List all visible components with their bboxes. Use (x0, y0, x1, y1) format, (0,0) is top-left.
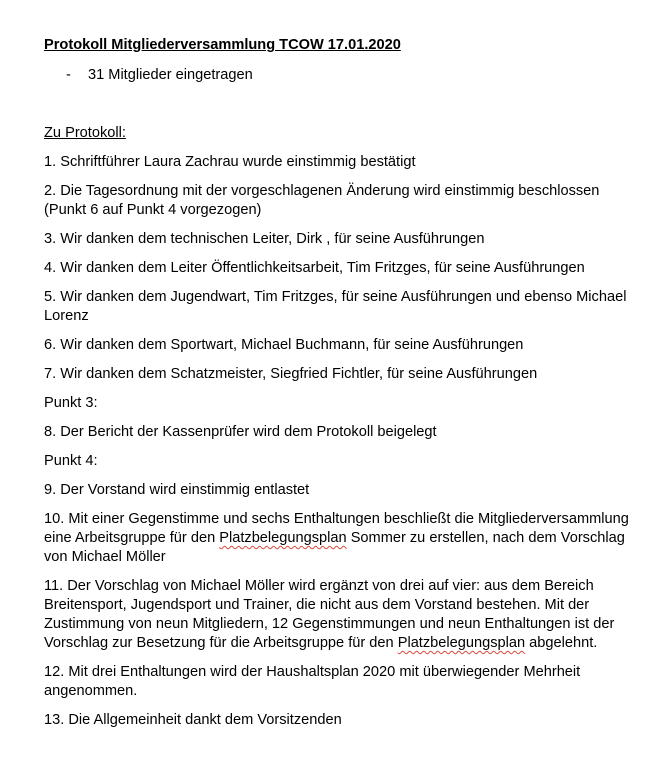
spellcheck-word[interactable]: Platzbelegungsplan (219, 530, 347, 546)
protocol-item-11 (44, 577, 644, 653)
item-11-text-start: 11. Der Vorschlag von Michael Möller wird ergänzt von drei auf vier: aus dem Bereich Breitensport, Jugendsport und Trainer, die nicht aus dem Vorstand bestehen. Mit der Zustimmung von neun Mitgliedern, 12 Gegenstimmungen und neun Enthaltungen ist der Vorschlag zur Besetzung für die Arbeitsgruppe für den (44, 578, 615, 651)
protocol-item-3: 3. Wir danken dem technischen Leiter, Dirk , für seine Ausführungen (44, 231, 485, 247)
document-title: Protokoll Mitgliederversammlung TCOW 17.01.2020 (44, 37, 401, 53)
item-11-text-end: abgelehnt. (525, 635, 598, 651)
protocol-item-1: 1. Schriftführer Laura Zachrau wurde einstimmig bestätigt (44, 154, 416, 170)
protocol-item-10 (44, 510, 644, 567)
attendance-bullet (44, 66, 644, 85)
item-10-text-end: Sommer zu erstellen, nach dem Vorschlag von Michael Möller (44, 530, 625, 565)
protocol-item-2: 2. Die Tagesordnung mit der vorgeschlagenen Änderung wird einstimmig beschlossen (Punkt 6 auf Punkt 4 vorgezogen) (44, 183, 600, 218)
protocol-item-7: 7. Wir danken dem Schatzmeister, Siegfried Fichtler, für seine Ausführungen (44, 366, 538, 382)
protocol-item-9: 9. Der Vorstand wird einstimmig entlastet (44, 482, 310, 498)
protocol-item-5: 5. Wir danken dem Jugendwart, Tim Fritzges, für seine Ausführungen und ebenso Michael Lorenz (44, 289, 627, 324)
agenda-point-3: Punkt 3: (44, 395, 98, 411)
spellcheck-word[interactable]: Platzbelegungsplan (397, 635, 526, 651)
protocol-item-8: 8. Der Bericht der Kassenprüfer wird dem Protokoll beigelegt (44, 424, 437, 440)
attendance-text: 31 Mitglieder eingetragen (88, 67, 253, 83)
protocol-item-12: 12. Mit drei Enthaltungen wird der Haushaltsplan 2020 mit überwiegender Mehrheit angenommen. (44, 664, 581, 699)
protocol-item-4: 4. Wir danken dem Leiter Öffentlichkeitsarbeit, Tim Fritzges, für seine Ausführungen (44, 260, 585, 276)
agenda-point-4: Punkt 4: (44, 453, 98, 469)
protocol-item-13: 13. Die Allgemeinheit dankt dem Vorsitzenden (44, 712, 342, 728)
section-heading: Zu Protokoll: (44, 125, 126, 141)
document-page (44, 36, 644, 730)
item-10-text-start: 10. Mit einer Gegenstimme und sechs Enthaltungen beschließt die Mitgliederversammlung eine Arbeitsgruppe für den (44, 511, 629, 546)
protocol-item-6: 6. Wir danken dem Sportwart, Michael Buchmann, für seine Ausführungen (44, 337, 524, 353)
bullet-dash: - (66, 67, 71, 83)
